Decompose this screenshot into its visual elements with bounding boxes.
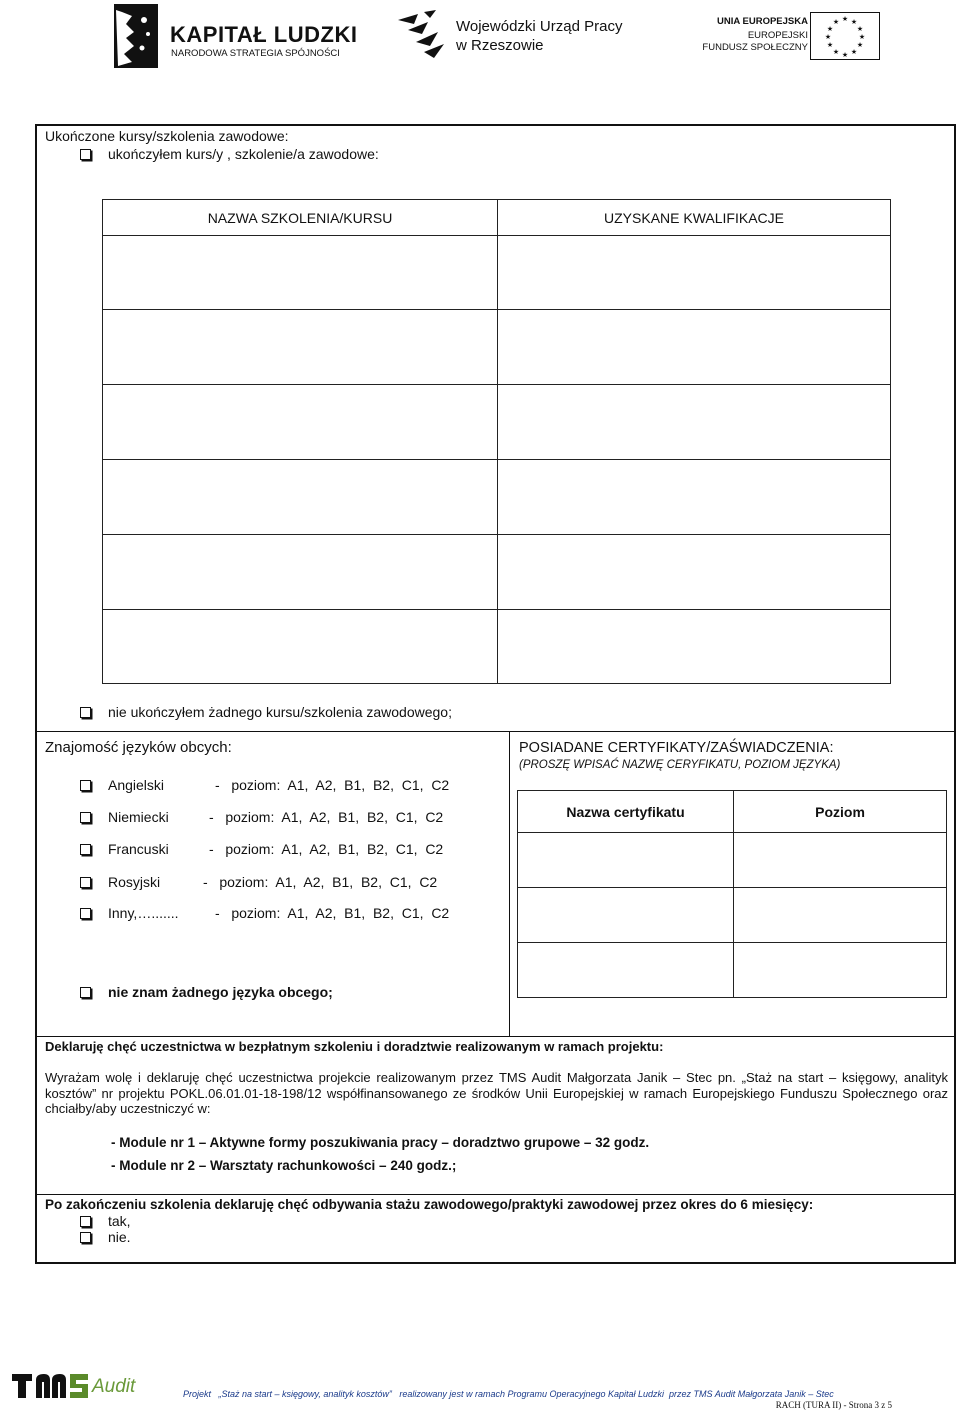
declaration-body: Wyrażam wolę i deklaruję chęć uczestnictwa projekcie realizowanym przez TMS Audit Małgorzata Janik – Stec pn. „Staż na start – księgowy, analityk kosztów” nr projektu POKL.06.01.01-18-198/12 współfinansowanego ze środków Unii Europejskiej w ramach Europejskiego Funduszu Społecznego oraz chciałby/aby uczestniczyć w: [45, 1070, 948, 1116]
section-divider [36, 1194, 955, 1195]
section-divider [36, 731, 955, 732]
course-name-cell[interactable] [103, 236, 498, 310]
certificates-note: (PROSZĘ WPISAĆ NAZWĘ CERYFIKATU, POZIOM JĘZYKA) [519, 759, 841, 771]
table-row [103, 385, 891, 460]
courses-table-header [103, 200, 891, 236]
table-row [103, 236, 891, 310]
internship-yes-label: tak, [108, 1213, 131, 1229]
language-levels: - poziom: A1, A2, B1, B2, C1, C2 [215, 905, 450, 921]
kl-subtitle: NARODOWA STRATEGIA SPÓJNOŚCI [171, 48, 340, 59]
languages-none-checkbox[interactable] [80, 987, 91, 998]
courses-title: Ukończone kursy/szkolenia zawodowe: [45, 128, 289, 144]
ue-line1: UNIA EUROPEJSKA [717, 16, 808, 27]
table-row [518, 833, 947, 888]
col-certificate-name: Nazwa certyfikatu [518, 791, 734, 833]
language-levels: - poziom: A1, A2, B1, B2, C1, C2 [203, 874, 438, 890]
col-course-name: NAZWA SZKOLENIA/KURSU [103, 200, 498, 236]
kl-title: KAPITAŁ LUDZKI [170, 22, 358, 47]
qualification-cell[interactable] [498, 460, 891, 535]
certificate-level-cell[interactable] [734, 833, 947, 888]
language-name: Francuski [108, 841, 169, 857]
certificates-table-header [518, 791, 947, 833]
languages-none-label: nie znam żadnego języka obcego; [108, 984, 333, 1000]
language-levels: - poziom: A1, A2, B1, B2, C1, C2 [209, 841, 444, 857]
svg-text:★: ★ [841, 52, 849, 59]
course-name-cell[interactable] [103, 310, 498, 385]
language-name: Niemiecki [108, 809, 169, 825]
language-row [78, 904, 503, 924]
wup-bird-icon [394, 8, 448, 60]
language-checkbox[interactable] [80, 844, 91, 855]
table-row [103, 535, 891, 610]
svg-text:★: ★ [856, 26, 864, 33]
courses-completed-checkbox[interactable] [80, 149, 91, 160]
svg-text:★: ★ [850, 49, 858, 56]
svg-text:★: ★ [858, 34, 866, 41]
column-divider [509, 731, 510, 1036]
svg-text:★: ★ [832, 49, 840, 56]
certificate-name-cell[interactable] [518, 943, 734, 998]
eu-logo [702, 12, 888, 64]
wup-line2: w Rzeszowie [456, 37, 544, 54]
eu-flag-icon [810, 12, 880, 60]
course-name-cell[interactable] [103, 460, 498, 535]
table-row [103, 460, 891, 535]
col-certificate-level: Poziom [734, 791, 947, 833]
internship-yes-checkbox[interactable] [80, 1216, 91, 1227]
courses-completed-label: ukończyłem kurs/y , szkolenie/a zawodowe: [108, 146, 379, 162]
table-row [103, 310, 891, 385]
kapital-ludzki-emblem-icon [104, 2, 164, 72]
languages-title: Znajomość języków obcych: [45, 739, 232, 756]
table-row [103, 610, 891, 684]
wup-logo [394, 8, 634, 63]
col-qualifications: UZYSKANE KWALIFIKACJE [498, 200, 891, 236]
courses-none-checkbox[interactable] [80, 707, 91, 718]
declaration-title: Deklaruję chęć uczestnictwa w bezpłatnym szkoleniu i doradztwie realizowanym w ramach projektu: [45, 1039, 664, 1054]
courses-none-label: nie ukończyłem żadnego kursu/szkolenia zawodowego; [108, 704, 452, 720]
course-name-cell[interactable] [103, 535, 498, 610]
internship-no-label: nie. [108, 1229, 131, 1245]
table-row [518, 888, 947, 943]
tms-audit-logo [12, 1372, 137, 1402]
certificate-name-cell[interactable] [518, 888, 734, 943]
footer-project-text: Projekt „Staż na start – księgowy, analityk kosztów” realizowany jest w ramach Programu Operacyjnego Kapitał Ludzki przez TMS Audit Małgorzata Janik – Stec [183, 1389, 834, 1399]
svg-text:★: ★ [850, 19, 858, 26]
certificate-name-cell[interactable] [518, 833, 734, 888]
module-2: - Module nr 2 – Warsztaty rachunkowości – 240 godz.; [111, 1158, 457, 1173]
certificate-level-cell[interactable] [734, 943, 947, 998]
language-row [78, 873, 503, 893]
section-divider [36, 1036, 955, 1037]
language-levels: - poziom: A1, A2, B1, B2, C1, C2 [209, 809, 444, 825]
language-name: Inny,…....... [108, 905, 179, 921]
module-1: - Module nr 1 – Aktywne formy poszukiwania pracy – doradztwo grupowe – 32 godz. [111, 1135, 650, 1150]
footer-page-label: RACH (TURA II) - Strona 3 z 5 [775, 1400, 892, 1410]
language-name: Angielski [108, 777, 165, 793]
svg-text:★: ★ [826, 42, 834, 49]
internship-no-checkbox[interactable] [80, 1232, 91, 1243]
language-row [78, 840, 503, 860]
language-row [78, 776, 503, 796]
course-name-cell[interactable] [103, 610, 498, 684]
table-row [518, 943, 947, 998]
certificates-title: POSIADANE CERTYFIKATY/ZAŚWIADCZENIA: [519, 740, 834, 756]
language-row [78, 808, 503, 828]
qualification-cell[interactable] [498, 610, 891, 684]
svg-text:★: ★ [856, 42, 864, 49]
language-checkbox[interactable] [80, 780, 91, 791]
svg-text:★: ★ [824, 34, 832, 41]
certificates-table [517, 790, 947, 998]
courses-table [102, 199, 891, 684]
language-name: Rosyjski [108, 874, 161, 890]
ue-line3: FUNDUSZ SPOŁECZNY [702, 42, 808, 53]
kapital-ludzki-logo [104, 2, 358, 72]
ue-line2: EUROPEJSKI [747, 30, 808, 41]
qualification-cell[interactable] [498, 385, 891, 460]
language-levels: - poziom: A1, A2, B1, B2, C1, C2 [215, 777, 450, 793]
svg-text:★: ★ [832, 19, 840, 26]
qualification-cell[interactable] [498, 535, 891, 610]
language-checkbox[interactable] [80, 812, 91, 823]
qualification-cell[interactable] [498, 236, 891, 310]
wup-line1: Wojewódzki Urząd Pracy [456, 18, 623, 35]
tms-logo-text: Audit [92, 1376, 136, 1397]
language-checkbox[interactable] [80, 908, 91, 919]
certificate-level-cell[interactable] [734, 888, 947, 943]
tms-logo-icon [12, 1372, 90, 1400]
svg-text:★: ★ [826, 26, 834, 33]
language-checkbox[interactable] [80, 877, 91, 888]
qualification-cell[interactable] [498, 310, 891, 385]
internship-title: Po zakończeniu szkolenia deklaruję chęć odbywania stażu zawodowego/praktyki zawodowej przez okres do 6 miesięcy: [45, 1197, 814, 1212]
svg-text:★: ★ [841, 16, 849, 23]
course-name-cell[interactable] [103, 385, 498, 460]
